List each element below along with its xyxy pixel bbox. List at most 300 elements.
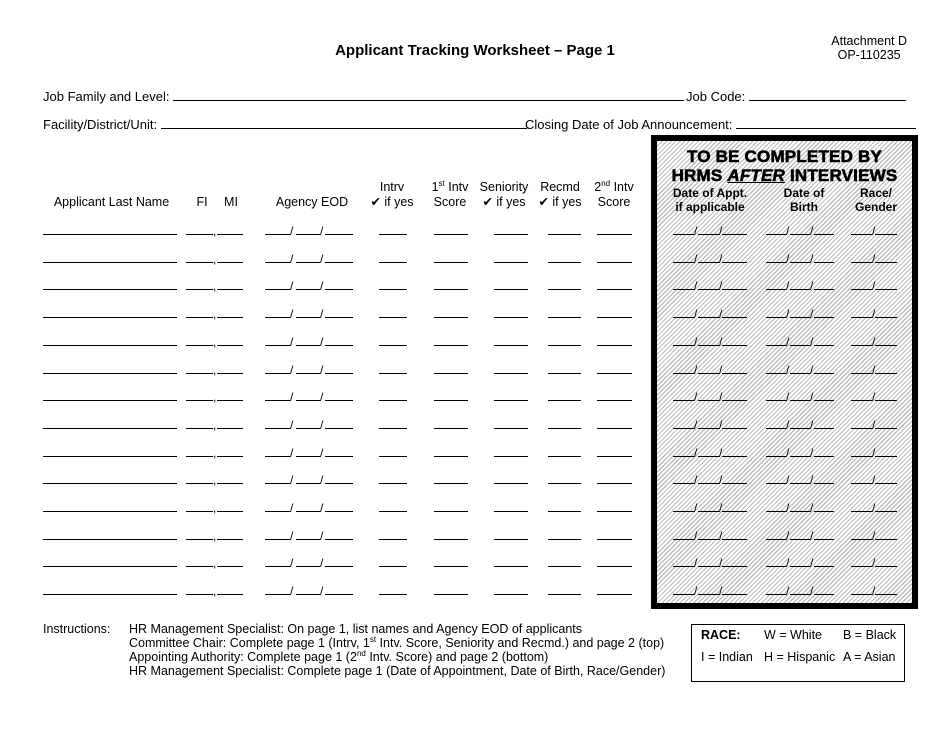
second-score-blank[interactable]	[597, 400, 632, 401]
eod-month-blank[interactable]	[265, 234, 290, 235]
seniority-blank[interactable]	[494, 539, 528, 540]
birth-day-blank[interactable]	[790, 317, 810, 318]
second-score-blank[interactable]	[597, 511, 632, 512]
second-score-blank[interactable]	[597, 289, 632, 290]
eod-month-blank[interactable]	[265, 317, 290, 318]
slash-separator: /	[810, 445, 814, 460]
first-score-blank[interactable]	[434, 345, 468, 346]
last-name-blank[interactable]	[43, 234, 177, 235]
race-blank[interactable]	[851, 262, 872, 263]
recmd-blank[interactable]	[548, 428, 581, 429]
eod-year-blank[interactable]	[325, 483, 353, 484]
race-blank[interactable]	[851, 428, 872, 429]
appt-month-blank[interactable]	[673, 428, 694, 429]
slash-separator: /	[694, 251, 698, 266]
appt-year-blank[interactable]	[722, 373, 747, 374]
race-blank[interactable]	[851, 345, 872, 346]
birth-day-blank[interactable]	[790, 539, 810, 540]
closing-date-line[interactable]	[736, 116, 916, 129]
birth-year-blank[interactable]	[814, 428, 834, 429]
appt-day-blank[interactable]	[698, 483, 719, 484]
eod-month-blank[interactable]	[265, 428, 290, 429]
birth-year-blank[interactable]	[814, 483, 834, 484]
appt-year-blank[interactable]	[722, 289, 747, 290]
seniority-blank[interactable]	[494, 234, 528, 235]
gender-blank[interactable]	[875, 483, 897, 484]
eod-year-blank[interactable]	[325, 400, 353, 401]
appt-month-blank[interactable]	[673, 539, 694, 540]
closing-date-field[interactable]	[525, 116, 916, 132]
mi-blank[interactable]	[217, 428, 243, 429]
birth-day-blank[interactable]	[790, 483, 810, 484]
mi-blank[interactable]	[217, 373, 243, 374]
fi-blank[interactable]	[186, 483, 213, 484]
second-score-blank[interactable]	[597, 345, 632, 346]
birth-year-blank[interactable]	[814, 234, 834, 235]
appt-day-blank[interactable]	[698, 511, 719, 512]
eod-month-blank[interactable]	[265, 594, 290, 595]
slash-separator: /	[694, 279, 698, 294]
fi-blank[interactable]	[186, 428, 213, 429]
second-score-blank[interactable]	[597, 262, 632, 263]
appt-day-blank[interactable]	[698, 234, 719, 235]
birth-month-blank[interactable]	[766, 234, 786, 235]
eod-month-blank[interactable]	[265, 566, 290, 567]
birth-day-blank[interactable]	[790, 456, 810, 457]
first-score-blank[interactable]	[434, 317, 468, 318]
first-score-blank[interactable]	[434, 400, 468, 401]
appt-day-blank[interactable]	[698, 566, 719, 567]
appt-month-blank[interactable]	[673, 373, 694, 374]
eod-day-blank[interactable]	[296, 373, 320, 374]
appt-day-blank[interactable]	[698, 456, 719, 457]
birth-month-blank[interactable]	[766, 345, 786, 346]
birth-month-blank[interactable]	[766, 483, 786, 484]
intrv-blank[interactable]	[379, 317, 407, 318]
gender-blank[interactable]	[875, 539, 897, 540]
appt-month-blank[interactable]	[673, 262, 694, 263]
first-score-blank[interactable]	[434, 373, 468, 374]
birth-month-blank[interactable]	[766, 289, 786, 290]
appt-month-blank[interactable]	[673, 400, 694, 401]
intrv-blank[interactable]	[379, 428, 407, 429]
gender-blank[interactable]	[875, 511, 897, 512]
table-row	[0, 583, 950, 599]
birth-year-blank[interactable]	[814, 317, 834, 318]
intrv-blank[interactable]	[379, 511, 407, 512]
intrv-blank[interactable]	[379, 483, 407, 484]
birth-month-blank[interactable]	[766, 566, 786, 567]
slash-separator: /	[290, 417, 294, 432]
job-family-line[interactable]	[173, 88, 684, 101]
race-blank[interactable]	[851, 483, 872, 484]
appt-day-blank[interactable]	[698, 262, 719, 263]
eod-month-blank[interactable]	[265, 511, 290, 512]
last-name-blank[interactable]	[43, 262, 177, 263]
last-name-blank[interactable]	[43, 539, 177, 540]
intrv-blank[interactable]	[379, 456, 407, 457]
job-code-line[interactable]	[749, 88, 906, 101]
instruction-line-3	[129, 650, 665, 664]
recmd-blank[interactable]	[548, 289, 581, 290]
last-name-blank[interactable]	[43, 511, 177, 512]
intrv-blank[interactable]	[379, 289, 407, 290]
race-asian: A = Asian	[843, 650, 896, 664]
gender-blank[interactable]	[875, 566, 897, 567]
mi-blank[interactable]	[217, 289, 243, 290]
birth-year-blank[interactable]	[814, 456, 834, 457]
eod-year-blank[interactable]	[325, 373, 353, 374]
eod-day-blank[interactable]	[296, 566, 320, 567]
eod-year-blank[interactable]	[325, 289, 353, 290]
seniority-blank[interactable]	[494, 594, 528, 595]
eod-year-blank[interactable]	[325, 317, 353, 318]
birth-year-blank[interactable]	[814, 594, 834, 595]
mi-blank[interactable]	[217, 262, 243, 263]
fi-blank[interactable]	[186, 456, 213, 457]
last-name-blank[interactable]	[43, 428, 177, 429]
appt-month-blank[interactable]	[673, 594, 694, 595]
first-score-blank[interactable]	[434, 289, 468, 290]
gender-blank[interactable]	[875, 373, 897, 374]
birth-year-blank[interactable]	[814, 289, 834, 290]
appt-day-blank[interactable]	[698, 317, 719, 318]
first-score-blank[interactable]	[434, 456, 468, 457]
seniority-blank[interactable]	[494, 428, 528, 429]
appt-month-blank[interactable]	[673, 483, 694, 484]
recmd-blank[interactable]	[548, 483, 581, 484]
gender-blank[interactable]	[875, 400, 897, 401]
fi-blank[interactable]	[186, 345, 213, 346]
slash-separator: /	[810, 556, 814, 571]
recmd-blank[interactable]	[548, 373, 581, 374]
birth-day-blank[interactable]	[790, 511, 810, 512]
slash-separator: /	[810, 307, 814, 322]
eod-day-blank[interactable]	[296, 317, 320, 318]
fi-blank[interactable]	[186, 400, 213, 401]
recmd-blank[interactable]	[548, 566, 581, 567]
recmd-blank[interactable]	[548, 539, 581, 540]
birth-day-blank[interactable]	[790, 594, 810, 595]
intrv-blank[interactable]	[379, 262, 407, 263]
comma-separator: ,	[213, 279, 217, 294]
appt-year-blank[interactable]	[722, 566, 747, 567]
eod-year-blank[interactable]	[325, 345, 353, 346]
recmd-blank[interactable]	[548, 594, 581, 595]
appt-year-blank[interactable]	[722, 594, 747, 595]
appt-month-blank[interactable]	[673, 456, 694, 457]
job-code-field[interactable]	[686, 88, 906, 104]
appt-day-blank[interactable]	[698, 400, 719, 401]
first-intv-line2: Score	[433, 195, 467, 209]
recmd-blank[interactable]	[548, 400, 581, 401]
slash-separator: /	[694, 473, 698, 488]
recmd-blank[interactable]	[548, 234, 581, 235]
eod-day-blank[interactable]	[296, 345, 320, 346]
eod-month-blank[interactable]	[265, 483, 290, 484]
appt-day-blank[interactable]	[698, 345, 719, 346]
slash-separator: /	[694, 445, 698, 460]
last-name-blank[interactable]	[43, 594, 177, 595]
first-score-blank[interactable]	[434, 483, 468, 484]
birth-day-blank[interactable]	[790, 566, 810, 567]
intrv-blank[interactable]	[379, 373, 407, 374]
birth-year-blank[interactable]	[814, 345, 834, 346]
first-score-blank[interactable]	[434, 234, 468, 235]
instruction-line-1: HR Management Specialist: On page 1, list names and Agency EOD of applicants	[129, 622, 583, 636]
last-name-blank[interactable]	[43, 566, 177, 567]
appt-year-blank[interactable]	[722, 511, 747, 512]
eod-day-blank[interactable]	[296, 511, 320, 512]
appt-year-blank[interactable]	[722, 345, 747, 346]
birth-month-blank[interactable]	[766, 539, 786, 540]
birth-month-blank[interactable]	[766, 373, 786, 374]
race-blank[interactable]	[851, 566, 872, 567]
slash-separator: /	[810, 390, 814, 405]
eod-year-blank[interactable]	[325, 262, 353, 263]
race-blank[interactable]	[851, 594, 872, 595]
mi-blank[interactable]	[217, 539, 243, 540]
eod-day-blank[interactable]	[296, 289, 320, 290]
job-family-field[interactable]	[43, 88, 684, 104]
appt-month-blank[interactable]	[673, 511, 694, 512]
second-score-blank[interactable]	[597, 317, 632, 318]
seniority-blank[interactable]	[494, 373, 528, 374]
mi-blank[interactable]	[217, 594, 243, 595]
last-name-blank[interactable]	[43, 456, 177, 457]
last-name-blank[interactable]	[43, 345, 177, 346]
gender-blank[interactable]	[875, 428, 897, 429]
birth-month-blank[interactable]	[766, 400, 786, 401]
seniority-blank[interactable]	[494, 483, 528, 484]
first-score-blank[interactable]	[434, 262, 468, 263]
birth-day-blank[interactable]	[790, 262, 810, 263]
mi-blank[interactable]	[217, 566, 243, 567]
race-blank[interactable]	[851, 456, 872, 457]
birth-year-blank[interactable]	[814, 400, 834, 401]
fi-blank[interactable]	[186, 594, 213, 595]
intrv-blank[interactable]	[379, 566, 407, 567]
second-score-blank[interactable]	[597, 428, 632, 429]
eod-year-blank[interactable]	[325, 539, 353, 540]
fi-blank[interactable]	[186, 539, 213, 540]
appt-month-blank[interactable]	[673, 317, 694, 318]
mi-blank[interactable]	[217, 234, 243, 235]
job-family-label: Job Family and Level:	[43, 89, 170, 104]
eod-year-blank[interactable]	[325, 234, 353, 235]
eod-day-blank[interactable]	[296, 483, 320, 484]
birth-month-blank[interactable]	[766, 511, 786, 512]
appt-month-blank[interactable]	[673, 289, 694, 290]
last-name-blank[interactable]	[43, 289, 177, 290]
second-score-blank[interactable]	[597, 373, 632, 374]
fi-blank[interactable]	[186, 317, 213, 318]
eod-month-blank[interactable]	[265, 262, 290, 263]
race-blank[interactable]	[851, 234, 872, 235]
second-score-blank[interactable]	[597, 594, 632, 595]
mi-blank[interactable]	[217, 483, 243, 484]
birth-month-blank[interactable]	[766, 317, 786, 318]
fi-blank[interactable]	[186, 262, 213, 263]
gender-blank[interactable]	[875, 345, 897, 346]
second-score-blank[interactable]	[597, 456, 632, 457]
seniority-blank[interactable]	[494, 400, 528, 401]
eod-day-blank[interactable]	[296, 400, 320, 401]
appt-day-blank[interactable]	[698, 428, 719, 429]
birth-day-blank[interactable]	[790, 234, 810, 235]
birth-year-blank[interactable]	[814, 539, 834, 540]
appt-month-blank[interactable]	[673, 566, 694, 567]
slash-separator: /	[786, 473, 790, 488]
gender-blank[interactable]	[875, 456, 897, 457]
birth-month-blank[interactable]	[766, 428, 786, 429]
seniority-blank[interactable]	[494, 289, 528, 290]
intrv-blank[interactable]	[379, 234, 407, 235]
intrv-blank[interactable]	[379, 345, 407, 346]
birth-day-blank[interactable]	[790, 400, 810, 401]
appt-year-blank[interactable]	[722, 262, 747, 263]
eod-year-blank[interactable]	[325, 594, 353, 595]
appt-year-blank[interactable]	[722, 539, 747, 540]
birth-month-blank[interactable]	[766, 262, 786, 263]
race-blank[interactable]	[851, 289, 872, 290]
birth-year-blank[interactable]	[814, 511, 834, 512]
facility-field[interactable]	[43, 116, 527, 132]
appt-day-blank[interactable]	[698, 373, 719, 374]
gender-blank[interactable]	[875, 594, 897, 595]
gender-blank[interactable]	[875, 234, 897, 235]
col-date-of-birth	[769, 186, 839, 214]
eod-day-blank[interactable]	[296, 456, 320, 457]
first-score-blank[interactable]	[434, 566, 468, 567]
intrv-blank[interactable]	[379, 539, 407, 540]
seniority-blank[interactable]	[494, 317, 528, 318]
race-blank[interactable]	[851, 373, 872, 374]
facility-line[interactable]	[161, 116, 527, 129]
eod-year-blank[interactable]	[325, 511, 353, 512]
eod-year-blank[interactable]	[325, 566, 353, 567]
last-name-blank[interactable]	[43, 483, 177, 484]
first-score-blank[interactable]	[434, 428, 468, 429]
race-blank[interactable]	[851, 317, 872, 318]
appt-day-blank[interactable]	[698, 539, 719, 540]
gender-blank[interactable]	[875, 317, 897, 318]
appt-year-blank[interactable]	[722, 428, 747, 429]
birth-day-blank[interactable]	[790, 373, 810, 374]
race-blank[interactable]	[851, 539, 872, 540]
appt-year-blank[interactable]	[722, 234, 747, 235]
birth-day-blank[interactable]	[790, 428, 810, 429]
eod-day-blank[interactable]	[296, 539, 320, 540]
first-score-blank[interactable]	[434, 594, 468, 595]
appt-day-blank[interactable]	[698, 594, 719, 595]
birth-month-blank[interactable]	[766, 594, 786, 595]
intrv-blank[interactable]	[379, 594, 407, 595]
last-name-blank[interactable]	[43, 373, 177, 374]
birth-day-blank[interactable]	[790, 289, 810, 290]
slash-separator: /	[719, 556, 723, 571]
eod-day-blank[interactable]	[296, 234, 320, 235]
intrv-blank[interactable]	[379, 400, 407, 401]
second-score-blank[interactable]	[597, 483, 632, 484]
appt-year-blank[interactable]	[722, 317, 747, 318]
second-score-blank[interactable]	[597, 566, 632, 567]
eod-month-blank[interactable]	[265, 345, 290, 346]
mi-blank[interactable]	[217, 317, 243, 318]
slash-separator: /	[872, 334, 876, 349]
fi-blank[interactable]	[186, 373, 213, 374]
appt-day-blank[interactable]	[698, 289, 719, 290]
birth-day-blank[interactable]	[790, 345, 810, 346]
eod-month-blank[interactable]	[265, 456, 290, 457]
fi-blank[interactable]	[186, 511, 213, 512]
recmd-blank[interactable]	[548, 262, 581, 263]
fi-blank[interactable]	[186, 566, 213, 567]
mi-blank[interactable]	[217, 456, 243, 457]
appt-month-blank[interactable]	[673, 345, 694, 346]
last-name-blank[interactable]	[43, 317, 177, 318]
birth-year-blank[interactable]	[814, 566, 834, 567]
appt-year-blank[interactable]	[722, 483, 747, 484]
first-score-blank[interactable]	[434, 511, 468, 512]
eod-year-blank[interactable]	[325, 428, 353, 429]
first-score-blank[interactable]	[434, 539, 468, 540]
recmd-blank[interactable]	[548, 345, 581, 346]
instruction-line-2-sup: st	[369, 634, 377, 644]
mi-blank[interactable]	[217, 400, 243, 401]
eod-day-blank[interactable]	[296, 428, 320, 429]
seniority-blank[interactable]	[494, 345, 528, 346]
mi-blank[interactable]	[217, 511, 243, 512]
eod-year-blank[interactable]	[325, 456, 353, 457]
table-row	[0, 500, 950, 515]
birth-year-blank[interactable]	[814, 262, 834, 263]
seniority-blank[interactable]	[494, 262, 528, 263]
slash-separator: /	[320, 501, 324, 515]
second-score-blank[interactable]	[597, 234, 632, 235]
appt-month-blank[interactable]	[673, 234, 694, 235]
recmd-blank[interactable]	[548, 511, 581, 512]
slash-separator: /	[320, 417, 324, 432]
seniority-blank[interactable]	[494, 566, 528, 567]
fi-blank[interactable]	[186, 289, 213, 290]
eod-month-blank[interactable]	[265, 400, 290, 401]
col-intrv-line2: ✔ if yes	[370, 195, 414, 209]
appt-year-blank[interactable]	[722, 456, 747, 457]
fi-blank[interactable]	[186, 234, 213, 235]
col-fi: FI	[196, 195, 208, 209]
eod-day-blank[interactable]	[296, 594, 320, 595]
last-name-blank[interactable]	[43, 400, 177, 401]
gender-blank[interactable]	[875, 289, 897, 290]
mi-blank[interactable]	[217, 345, 243, 346]
eod-month-blank[interactable]	[265, 373, 290, 374]
birth-year-blank[interactable]	[814, 373, 834, 374]
race-blank[interactable]	[851, 400, 872, 401]
recmd-blank[interactable]	[548, 317, 581, 318]
recmd-blank[interactable]	[548, 456, 581, 457]
gender-blank[interactable]	[875, 262, 897, 263]
second-score-blank[interactable]	[597, 539, 632, 540]
seniority-blank[interactable]	[494, 456, 528, 457]
race-blank[interactable]	[851, 511, 872, 512]
seniority-blank[interactable]	[494, 511, 528, 512]
birth-month-blank[interactable]	[766, 456, 786, 457]
appt-year-blank[interactable]	[722, 400, 747, 401]
eod-day-blank[interactable]	[296, 262, 320, 263]
eod-month-blank[interactable]	[265, 539, 290, 540]
eod-month-blank[interactable]	[265, 289, 290, 290]
